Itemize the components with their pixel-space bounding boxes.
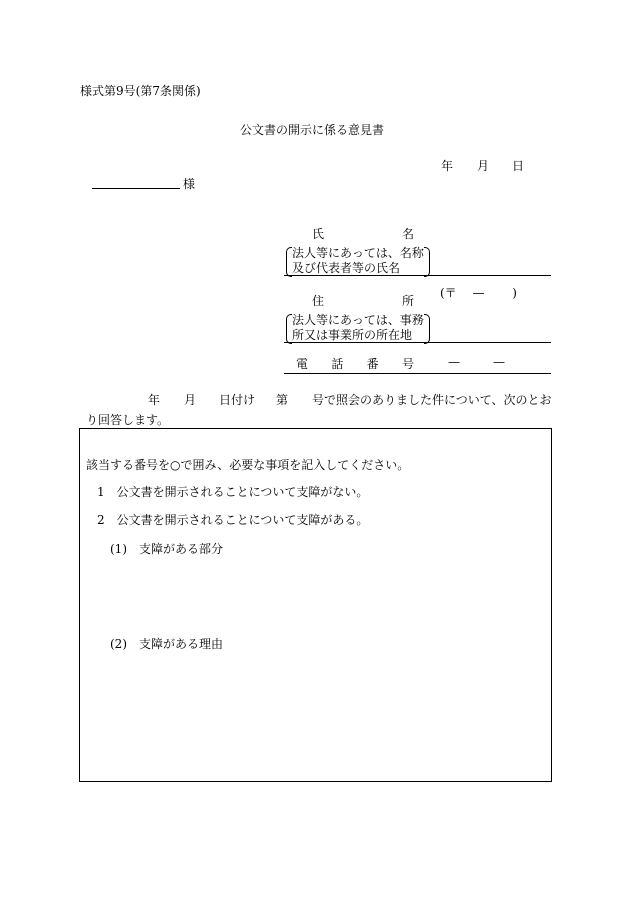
address-field[interactable] bbox=[284, 342, 551, 343]
reply-text-line2: り回答します。 bbox=[86, 413, 170, 427]
document-title: 公文書の開示に係る意見書 bbox=[240, 123, 385, 137]
date-month: 月 bbox=[477, 159, 490, 173]
address-label-2: 所 bbox=[402, 294, 415, 308]
form-label: 様式第9号(第7条関係) bbox=[80, 84, 201, 98]
date-year: 年 bbox=[441, 159, 454, 173]
address-note bbox=[292, 313, 424, 343]
instruction-text: 該当する番号を○で囲み、必要な事項を記入してください。 bbox=[86, 458, 410, 472]
addressee-suffix: 様 bbox=[183, 177, 196, 191]
name-note-line1: 法人等にあっては、名称 bbox=[292, 246, 424, 260]
name-note-line2: 及び代表者等の氏名 bbox=[292, 261, 401, 275]
reply-dated: 日付け bbox=[219, 393, 256, 407]
address-label-1: 住 bbox=[312, 294, 325, 308]
option-1[interactable]: 1 公文書を開示されることについて支障がない。 bbox=[97, 485, 369, 499]
reply-month: 月 bbox=[184, 393, 197, 407]
phone-label-char: 電 bbox=[296, 357, 309, 371]
reply-text: 号で照会のありました件について、次のとお bbox=[312, 393, 552, 407]
phone-dash-2: — bbox=[493, 355, 505, 369]
name-label-2: 名 bbox=[402, 227, 415, 241]
phone-label-char: 話 bbox=[331, 357, 344, 371]
phone-label-char: 号 bbox=[401, 357, 414, 371]
date-day: 日 bbox=[512, 159, 525, 173]
postal-code[interactable]: (〒 — ) bbox=[440, 286, 517, 300]
sub-item-1: (1) 支障がある部分 bbox=[110, 542, 223, 556]
option-2[interactable]: 2 公文書を開示されることについて支障がある。 bbox=[97, 513, 369, 527]
name-label-1: 氏 bbox=[312, 227, 325, 241]
addressee-field[interactable] bbox=[92, 188, 180, 189]
phone-label bbox=[296, 355, 414, 372]
name-field[interactable] bbox=[284, 275, 551, 276]
address-note-line2: 所又は事業所の所在地 bbox=[292, 328, 413, 342]
sub-item-2: (2) 支障がある理由 bbox=[110, 637, 223, 651]
response-box[interactable] bbox=[79, 428, 552, 782]
phone-field[interactable] bbox=[284, 373, 551, 374]
name-note bbox=[292, 246, 424, 276]
reply-number-prefix: 第 bbox=[276, 393, 289, 407]
address-note-line1: 法人等にあっては、事務 bbox=[292, 313, 424, 327]
phone-label-char: 番 bbox=[366, 357, 379, 371]
phone-dash-1: — bbox=[448, 355, 460, 369]
reply-year: 年 bbox=[148, 393, 161, 407]
